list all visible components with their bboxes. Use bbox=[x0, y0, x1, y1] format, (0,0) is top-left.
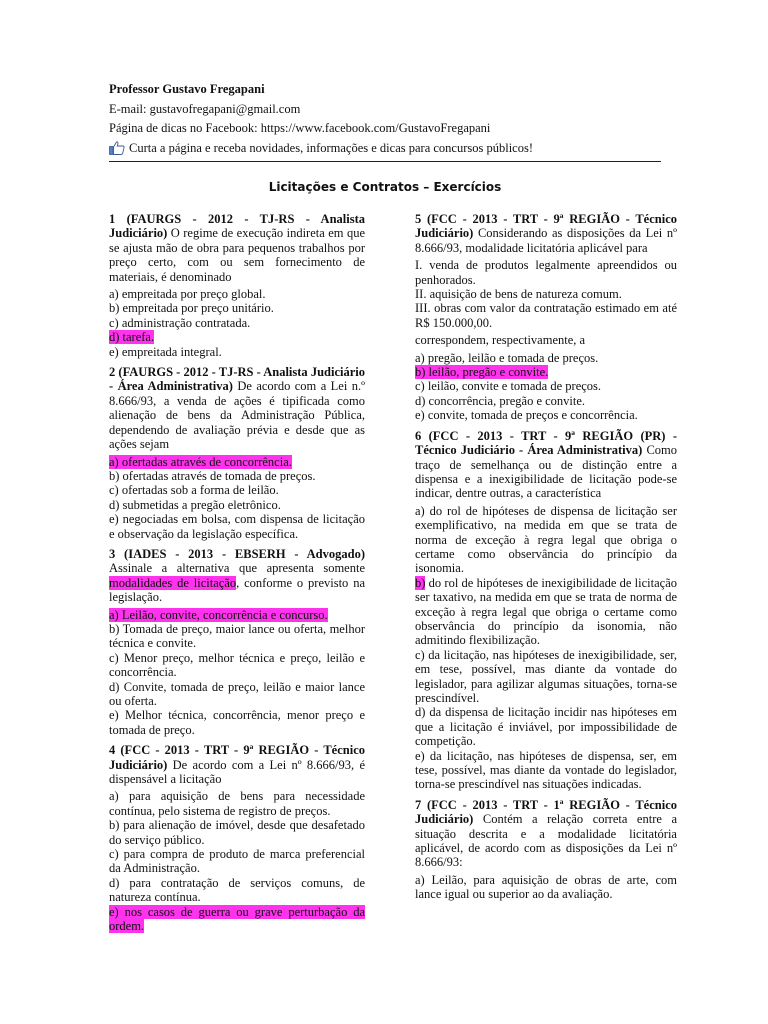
item-iii: III. obras com valor da contratação estimado em até R$ 150.000,00. bbox=[415, 301, 677, 330]
question-number: 5 bbox=[415, 212, 422, 226]
option-e: e) empreitada integral. bbox=[109, 344, 222, 359]
thumbs-up-icon bbox=[109, 141, 125, 155]
facebook-line: Página de dicas no Facebook: https://www.facebook.com/GustavoFregapani bbox=[109, 121, 491, 135]
option-a: a) pregão, leilão e tomada de preços. bbox=[415, 350, 599, 365]
option-c: c) para compra de produto de marca preferencial da Administração. bbox=[109, 847, 365, 876]
option-b: b) Tomada de preço, maior lance ou oferta, melhor técnica e convite. bbox=[109, 621, 365, 651]
option-e: e) convite, tomada de preços e concorrência. bbox=[415, 408, 638, 423]
option-d-highlighted: d) tarefa. bbox=[109, 330, 155, 345]
question-number: 6 bbox=[415, 428, 422, 443]
question-source: (FCC - 2013 - TRT - 9ª REGIÃO - Técnico Judiciário) bbox=[109, 743, 366, 772]
item-ii: II. aquisição de bens de natureza comum. bbox=[415, 287, 622, 302]
option-d: d) Convite, tomada de preço, leilão e maior lance ou oferta. bbox=[109, 679, 365, 708]
option-d: d) submetidas a pregão eletrônico. bbox=[109, 497, 281, 512]
question-7 bbox=[415, 798, 677, 902]
question-source: (FAURGS - 2012 - TJ-RS - Analista Judiciário - Área Administrativa) bbox=[109, 365, 365, 394]
option-c: c) ofertadas sob a forma de leilão. bbox=[109, 483, 279, 498]
question-4 bbox=[109, 743, 365, 933]
question-text-after: correspondem, respectivamente, a bbox=[415, 333, 586, 348]
question-source: (FAURGS - 2012 - TJ-RS - Analista Judiciário) bbox=[109, 212, 365, 241]
question-number: 4 bbox=[109, 743, 116, 758]
option-e: e) Melhor técnica, concorrência, menor preço e tomada de preço. bbox=[109, 708, 365, 737]
option-a: a) Leilão, para aquisição de obras de arte, com lance igual ou superior ao da avaliação. bbox=[415, 872, 677, 902]
question-text: De acordo com a Lei n.º 8.666/93, a venda de ações é tipificada como alienação de bens da Administração Pública, dependendo de avaliação prévia e desde que as ações sejam bbox=[109, 379, 366, 452]
question-source: (FCC - 2013 - TRT - 9ª REGIÃO (PR) - Técnico Judiciário - Área Administrativa) bbox=[415, 428, 677, 458]
page-title: Licitações e Contratos – Exercícios bbox=[268, 180, 502, 194]
option-c: c) da licitação, nas hipóteses de inexigibilidade, ser, em tese, possível, mas diante da vontade do legislador, para agilizar algumas situações, torna-se prescindível. bbox=[415, 647, 677, 705]
option-d: d) para contratação de serviços comuns, de natureza contínua. bbox=[109, 875, 365, 905]
email-line: E-mail: gustavofregapani@gmail.com bbox=[109, 101, 301, 116]
question-number: 2 bbox=[109, 365, 116, 380]
option-e-highlighted: e) nos casos de guerra ou grave perturbação da ordem. bbox=[109, 904, 365, 934]
right-column bbox=[415, 212, 677, 908]
option-a: a) empreitada por preço global. bbox=[109, 287, 266, 302]
question-text: Como traço de semelhança ou de distinção entre a dispensa e a inexigibilidade de licitação pode-se indicar, dentre outras, a característica bbox=[415, 443, 678, 501]
option-a-highlighted: a) Leilão, convite, concorrência e concurso. bbox=[109, 607, 328, 622]
option-b-label-highlighted: b) bbox=[415, 575, 426, 590]
question-number: 3 bbox=[109, 546, 116, 561]
header-divider bbox=[109, 161, 661, 162]
question-number: 7 bbox=[415, 797, 422, 812]
option-d: d) concorrência, pregão e convite. bbox=[415, 393, 586, 408]
option-b: b) empreitada por preço unitário. bbox=[109, 301, 274, 316]
option-b bbox=[415, 576, 677, 648]
question-source: (IADES - 2013 - EBSERH - Advogado) bbox=[124, 546, 366, 561]
option-b-text: do rol de hipóteses de inexigibilidade de licitação ser taxativo, na medida em que se trata de norma de exceção à regra legal que obriga o certame como observância do princípio da isonomia, não admitindo flexibilização. bbox=[415, 575, 677, 648]
question-number: 1 bbox=[109, 212, 116, 226]
question-text-before: Assinale a alternativa que apresenta somente bbox=[109, 561, 365, 576]
option-a: a) do rol de hipóteses de dispensa de licitação ser exemplificativo, na medida em que se trata de norma de exceção à regra legal que obriga o certame como observância do princípio da isonomia. bbox=[415, 503, 677, 576]
option-b: b) para alienação de imóvel, desde que desafetado do serviço público. bbox=[109, 818, 365, 847]
option-e: e) da licitação, nas hipóteses de dispensa, ser, em tese, possível, mas diante da vontade do legislador, torna-se prescindível nas situações indicadas. bbox=[415, 748, 677, 792]
question-6 bbox=[415, 429, 677, 792]
question-text-after: , conforme o previsto na legislação. bbox=[109, 575, 365, 605]
professor-name: Professor Gustavo Fregapani bbox=[109, 82, 265, 96]
left-column bbox=[109, 212, 365, 940]
like-line bbox=[109, 139, 661, 159]
question-5 bbox=[415, 212, 677, 423]
question-source: (FCC - 2013 - TRT - 9ª REGIÃO - Técnico Judiciário) bbox=[415, 212, 677, 241]
question-1 bbox=[109, 212, 365, 359]
question-text: O regime de execução indireta em que se ajusta mão de obra para pequenos trabalhos por preço certo, com ou sem fornecimento de materiais, é denominado bbox=[109, 226, 365, 284]
option-b-highlighted: b) leilão, pregão e convite. bbox=[415, 365, 549, 380]
question-text: Contém a relação correta entre a situação descrita e a modalidade licitatória aplicável, de acordo com as disposições da Lei nº 8.666/93: bbox=[415, 812, 678, 870]
question-2 bbox=[109, 365, 365, 541]
question-3 bbox=[109, 547, 365, 737]
like-text: Curta a página e receba novidades, informações e dicas para concursos públicos! bbox=[129, 140, 534, 155]
option-e: e) negociadas em bolsa, com dispensa de licitação e observação da legislação específica. bbox=[109, 512, 365, 541]
question-text: De acordo com a Lei nº 8.666/93, é dispensável a licitação bbox=[109, 757, 365, 787]
option-c: c) leilão, convite e tomada de preços. bbox=[415, 379, 602, 394]
option-a: a) para aquisição de bens para necessidade contínua, pelo sistema de registro de preços. bbox=[109, 789, 365, 818]
question-text: Considerando as disposições da Lei nº 8.666/93, modalidade licitatória aplicável para bbox=[415, 226, 678, 255]
option-c: c) Menor preço, melhor técnica e preço, leilão e concorrência. bbox=[109, 650, 365, 680]
question-text-highlight: modalidades de licitação bbox=[109, 575, 237, 590]
option-b: b) ofertadas através de tomada de preços. bbox=[109, 468, 316, 483]
option-a-highlighted: a) ofertadas através de concorrência. bbox=[109, 454, 292, 469]
option-d: d) da dispensa de licitação incidir nas hipóteses em que a licitação é inviável, por impossibilidade de competição. bbox=[415, 705, 677, 749]
option-c: c) administração contratada. bbox=[109, 315, 251, 330]
item-i: I. venda de produtos legalmente apreendidos ou penhorados. bbox=[415, 258, 677, 287]
document-header bbox=[109, 80, 661, 158]
question-source: (FCC - 2013 - TRT - 1ª REGIÃO - Técnico Judiciário) bbox=[415, 797, 677, 827]
